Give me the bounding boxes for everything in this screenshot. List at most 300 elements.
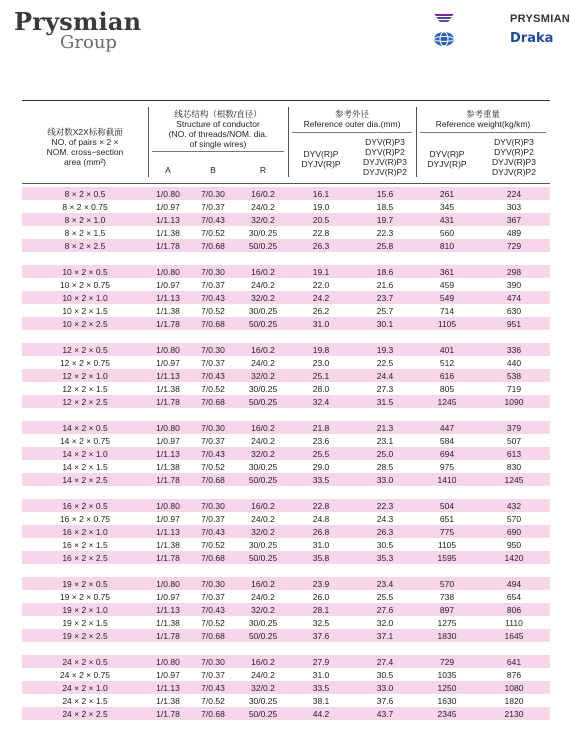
- cell-outer-dia-p3p2: 15.6: [376, 188, 394, 199]
- header-pairs-en-3: area (mm²): [63, 157, 107, 167]
- cell-outer-dia-p: 44.2: [312, 708, 330, 719]
- table-row: [22, 616, 550, 629]
- cell-structure-r: 16/0.2: [251, 422, 275, 433]
- cell-outer-dia-p3p2: 37.6: [376, 695, 394, 706]
- cell-pairs-size: 12 × 2 × 1.5: [62, 383, 108, 394]
- cell-outer-dia-p: 19.0: [312, 201, 330, 212]
- row-group: [22, 577, 550, 642]
- cell-outer-dia-p: 22.8: [312, 500, 330, 511]
- cell-structure-b: 7/0.68: [201, 240, 225, 251]
- cell-structure-a: 1/1.38: [156, 539, 180, 550]
- table-row: [22, 278, 550, 291]
- cell-structure-a: 1/1.13: [156, 682, 180, 693]
- cell-outer-dia-p: 37.6: [312, 630, 330, 641]
- header-pairs-en-1: NO. of pairs × 2 ×: [51, 137, 119, 147]
- cell-weight-p: 549: [439, 292, 455, 303]
- row-group: [22, 655, 550, 720]
- cell-outer-dia-p3p2: 25.0: [376, 448, 394, 459]
- cell-pairs-size: 16 × 2 × 1.0: [62, 526, 108, 537]
- cell-structure-r: 32/0.2: [251, 526, 275, 537]
- cell-outer-dia-p3p2: 22.5: [376, 357, 394, 368]
- cell-outer-dia-p: 26.0: [312, 591, 330, 602]
- cell-structure-b: 7/0.68: [201, 552, 225, 563]
- cell-structure-b: 7/0.52: [201, 461, 225, 472]
- cell-weight-p3p2: 641: [506, 656, 522, 667]
- cell-pairs-size: 24 × 2 × 1.5: [62, 695, 108, 706]
- cell-structure-b: 7/0.43: [201, 604, 225, 615]
- cell-structure-r: 24/0.2: [251, 201, 275, 212]
- cell-weight-p: 775: [439, 526, 455, 537]
- table-row: [22, 590, 550, 603]
- cell-weight-p: 401: [439, 344, 455, 355]
- cell-structure-r: 50/0.25: [248, 318, 278, 329]
- header-structure-zh: 线芯结构（根数/直径）: [174, 109, 262, 119]
- cell-weight-p3p2: 367: [506, 214, 522, 225]
- cell-weight-p3p2: 729: [506, 240, 522, 251]
- cell-structure-a: 1/0.80: [156, 188, 180, 199]
- cell-structure-b: 7/0.43: [201, 526, 225, 537]
- cell-weight-p3p2: 654: [506, 591, 522, 602]
- header-outer-left-2: DYJV(R)P: [301, 159, 341, 169]
- cell-structure-b: 7/0.52: [201, 539, 225, 550]
- cell-outer-dia-p: 32.4: [312, 396, 330, 407]
- cell-outer-dia-p: 25.5: [312, 448, 330, 459]
- cell-outer-dia-p3p2: 26.3: [376, 526, 394, 537]
- cell-outer-dia-p: 31.0: [312, 669, 330, 680]
- cell-structure-a: 1/1.38: [156, 227, 180, 238]
- cell-weight-p: 504: [439, 500, 455, 511]
- table-row: [22, 577, 550, 590]
- cell-structure-b: 7/0.37: [201, 669, 225, 680]
- cell-structure-b: 7/0.43: [201, 682, 225, 693]
- cell-structure-a: 1/0.80: [156, 422, 180, 433]
- cell-weight-p: 694: [439, 448, 455, 459]
- cell-structure-b: 7/0.43: [201, 292, 225, 303]
- logo-brand: Prysmian: [14, 7, 142, 36]
- cell-outer-dia-p3p2: 27.6: [376, 604, 394, 615]
- cell-structure-b: 7/0.30: [201, 188, 225, 199]
- prysmian-group-logo: [14, 7, 142, 53]
- cell-weight-p: 1275: [437, 617, 457, 628]
- cell-weight-p3p2: 494: [506, 578, 522, 589]
- table-row: [22, 629, 550, 642]
- cell-weight-p3p2: 570: [506, 513, 522, 524]
- header-structure-en-2: (NO. of threads/NOM. dia.: [168, 129, 268, 139]
- cell-pairs-size: 8 × 2 × 0.5: [64, 188, 106, 199]
- cell-structure-a: 1/1.38: [156, 617, 180, 628]
- header-sub-b: B: [210, 165, 216, 175]
- cell-structure-b: 7/0.43: [201, 214, 225, 225]
- cell-structure-a: 1/0.97: [156, 357, 180, 368]
- cell-outer-dia-p: 31.0: [312, 539, 330, 550]
- cell-structure-r: 24/0.2: [251, 279, 275, 290]
- cell-structure-a: 1/0.80: [156, 500, 180, 511]
- cell-structure-a: 1/1.38: [156, 461, 180, 472]
- cell-weight-p3p2: 1645: [504, 630, 524, 641]
- cell-pairs-size: 12 × 2 × 0.5: [62, 344, 108, 355]
- header-pairs-en-2: NOM. cross−section: [46, 147, 124, 157]
- cell-structure-b: 7/0.37: [201, 435, 225, 446]
- cell-structure-r: 16/0.2: [251, 500, 275, 511]
- table-row: [22, 265, 550, 278]
- table-row: [22, 447, 550, 460]
- cell-structure-a: 1/0.97: [156, 279, 180, 290]
- cell-structure-r: 30/0.25: [248, 227, 278, 238]
- cell-pairs-size: 12 × 2 × 1.0: [62, 370, 108, 381]
- cell-structure-b: 7/0.68: [201, 474, 225, 485]
- cell-pairs-size: 16 × 2 × 1.5: [62, 539, 108, 550]
- cell-outer-dia-p: 38.1: [312, 695, 330, 706]
- cell-weight-p: 651: [439, 513, 455, 524]
- cell-weight-p: 897: [439, 604, 455, 615]
- cell-outer-dia-p3p2: 21.3: [376, 422, 394, 433]
- cell-weight-p3p2: 951: [506, 318, 522, 329]
- cell-structure-r: 24/0.2: [251, 591, 275, 602]
- cell-structure-a: 1/0.97: [156, 513, 180, 524]
- cell-structure-r: 30/0.25: [248, 695, 278, 706]
- header-weight: [416, 109, 550, 129]
- cell-weight-p: 261: [439, 188, 455, 199]
- cell-structure-a: 1/1.13: [156, 214, 180, 225]
- spec-table: [22, 100, 550, 733]
- prysmian-mark-icon: [381, 14, 507, 23]
- cell-structure-r: 50/0.25: [248, 474, 278, 485]
- header-structure-en-3: of single wires): [189, 139, 247, 149]
- cell-structure-b: 7/0.68: [201, 708, 225, 719]
- cell-pairs-size: 14 × 2 × 0.5: [62, 422, 108, 433]
- cell-pairs-size: 19 × 2 × 1.5: [62, 617, 108, 628]
- header-sub-r: R: [259, 165, 267, 175]
- cell-structure-r: 32/0.2: [251, 370, 275, 381]
- draka-globe-icon: [381, 31, 507, 47]
- cell-structure-b: 7/0.52: [201, 227, 225, 238]
- table-row: [22, 395, 550, 408]
- cell-structure-r: 50/0.25: [248, 240, 278, 251]
- cell-weight-p: 805: [439, 383, 455, 394]
- cell-pairs-size: 24 × 2 × 1.0: [62, 682, 108, 693]
- cell-structure-b: 7/0.43: [201, 448, 225, 459]
- cell-pairs-size: 10 × 2 × 0.5: [62, 266, 108, 277]
- cell-structure-a: 1/0.80: [156, 578, 180, 589]
- header-outer-right-4: DYJV(R)P2: [363, 167, 407, 177]
- table-row: [22, 317, 550, 330]
- cell-weight-p3p2: 489: [506, 227, 522, 238]
- cell-outer-dia-p: 28.1: [312, 604, 330, 615]
- cell-structure-a: 1/1.13: [156, 448, 180, 459]
- cell-weight-p: 584: [439, 435, 455, 446]
- header-outer-right: [354, 137, 416, 177]
- cell-weight-p3p2: 538: [506, 370, 522, 381]
- cell-weight-p3p2: 379: [506, 422, 522, 433]
- cell-weight-p: 2345: [437, 708, 457, 719]
- cell-weight-p3p2: 507: [506, 435, 522, 446]
- cell-pairs-size: 19 × 2 × 0.75: [59, 591, 111, 602]
- cell-structure-b: 7/0.68: [201, 318, 225, 329]
- cell-pairs-size: 19 × 2 × 2.5: [62, 630, 108, 641]
- cell-structure-a: 1/1.78: [156, 318, 180, 329]
- cell-structure-a: 1/0.97: [156, 591, 180, 602]
- header-pairs-cross-section: [22, 127, 148, 167]
- cell-structure-a: 1/1.38: [156, 383, 180, 394]
- cell-structure-b: 7/0.30: [201, 266, 225, 277]
- cell-structure-r: 50/0.25: [248, 708, 278, 719]
- cell-structure-r: 16/0.2: [251, 578, 275, 589]
- cell-pairs-size: 16 × 2 × 2.5: [62, 552, 108, 563]
- header-weight-right-3: DYJV(R)P3: [492, 157, 536, 167]
- cell-structure-b: 7/0.30: [201, 422, 225, 433]
- cell-outer-dia-p: 20.5: [312, 214, 330, 225]
- header-weight-left-1: DYV(R)P: [429, 149, 465, 159]
- cell-outer-dia-p: 23.9: [312, 578, 330, 589]
- cell-structure-r: 50/0.25: [248, 630, 278, 641]
- cell-outer-dia-p: 26.2: [312, 305, 330, 316]
- cell-outer-dia-p: 26.8: [312, 526, 330, 537]
- cell-outer-dia-p: 24.2: [312, 292, 330, 303]
- header-outer-right-3: DYJV(R)P3: [363, 157, 407, 167]
- cell-structure-b: 7/0.37: [201, 279, 225, 290]
- cell-structure-a: 1/1.78: [156, 630, 180, 641]
- cell-weight-p: 1830: [437, 630, 457, 641]
- cell-structure-b: 7/0.37: [201, 591, 225, 602]
- cell-structure-a: 1/1.78: [156, 474, 180, 485]
- cell-pairs-size: 10 × 2 × 2.5: [62, 318, 108, 329]
- header-outer-left: [288, 149, 354, 169]
- table-row: [22, 655, 550, 668]
- cell-structure-a: 1/1.13: [156, 604, 180, 615]
- cell-outer-dia-p3p2: 18.6: [376, 266, 394, 277]
- cell-structure-b: 7/0.43: [201, 370, 225, 381]
- cell-outer-dia-p: 19.8: [312, 344, 330, 355]
- header-weight-right: [478, 137, 550, 177]
- cell-outer-dia-p3p2: 32.0: [376, 617, 394, 628]
- cell-weight-p3p2: 2130: [504, 708, 524, 719]
- table-row: [22, 356, 550, 369]
- cell-structure-r: 50/0.25: [248, 552, 278, 563]
- cell-structure-r: 32/0.2: [251, 604, 275, 615]
- cell-structure-a: 1/1.13: [156, 292, 180, 303]
- cell-weight-p3p2: 432: [506, 500, 522, 511]
- cell-outer-dia-p: 29.0: [312, 461, 330, 472]
- cell-structure-b: 7/0.52: [201, 305, 225, 316]
- cell-weight-p3p2: 719: [506, 383, 522, 394]
- cell-structure-a: 1/1.13: [156, 370, 180, 381]
- cell-outer-dia-p3p2: 27.4: [376, 656, 394, 667]
- cell-outer-dia-p3p2: 30.1: [376, 318, 394, 329]
- cell-outer-dia-p3p2: 22.3: [376, 500, 394, 511]
- table-row: [22, 707, 550, 720]
- table-header: [22, 100, 550, 184]
- table-row: [22, 473, 550, 486]
- cell-weight-p: 447: [439, 422, 455, 433]
- header-weight-zh: 参考重量: [465, 109, 500, 119]
- cell-weight-p: 459: [439, 279, 455, 290]
- cell-structure-b: 7/0.52: [201, 695, 225, 706]
- cell-outer-dia-p: 24.8: [312, 513, 330, 524]
- cell-weight-p3p2: 336: [506, 344, 522, 355]
- cell-structure-b: 7/0.30: [201, 500, 225, 511]
- cell-structure-a: 1/0.97: [156, 669, 180, 680]
- table-row: [22, 525, 550, 538]
- cell-structure-b: 7/0.30: [201, 578, 225, 589]
- cell-structure-a: 1/1.78: [156, 552, 180, 563]
- cell-weight-p: 345: [439, 201, 455, 212]
- cell-outer-dia-p3p2: 22.3: [376, 227, 394, 238]
- cell-outer-dia-p3p2: 19.7: [376, 214, 394, 225]
- cell-outer-dia-p3p2: 30.5: [376, 539, 394, 550]
- cell-outer-dia-p: 25.1: [312, 370, 330, 381]
- table-row: [22, 213, 550, 226]
- cell-outer-dia-p3p2: 33.0: [376, 682, 394, 693]
- cell-structure-a: 1/1.13: [156, 526, 180, 537]
- cell-weight-p3p2: 1110: [505, 617, 523, 628]
- cell-weight-p: 560: [439, 227, 455, 238]
- cell-outer-dia-p3p2: 33.0: [376, 474, 394, 485]
- cell-weight-p3p2: 440: [506, 357, 522, 368]
- cell-weight-p3p2: 474: [506, 292, 522, 303]
- cell-outer-dia-p: 31.0: [312, 318, 330, 329]
- cell-structure-r: 50/0.25: [248, 396, 278, 407]
- table-row: [22, 512, 550, 525]
- cell-structure-r: 30/0.25: [248, 539, 278, 550]
- header-weight-left-2: DYJV(R)P: [427, 159, 467, 169]
- cell-outer-dia-p: 27.9: [312, 656, 330, 667]
- cell-pairs-size: 16 × 2 × 0.5: [62, 500, 108, 511]
- logo-sub: Group: [60, 32, 117, 53]
- cell-weight-p3p2: 1090: [504, 396, 524, 407]
- cell-pairs-size: 24 × 2 × 2.5: [62, 708, 108, 719]
- table-row: [22, 421, 550, 434]
- cell-outer-dia-p3p2: 43.7: [376, 708, 394, 719]
- cell-weight-p3p2: 950: [506, 539, 522, 550]
- cell-outer-dia-p: 19.1: [312, 266, 330, 277]
- header-structure: [148, 109, 288, 149]
- cell-weight-p3p2: 630: [506, 305, 522, 316]
- header-weight-en: Reference weight(kg/km): [435, 119, 531, 129]
- table-row: [22, 291, 550, 304]
- cell-pairs-size: 19 × 2 × 1.0: [62, 604, 108, 615]
- cell-weight-p: 975: [439, 461, 455, 472]
- cell-structure-r: 24/0.2: [251, 669, 275, 680]
- cell-structure-b: 7/0.30: [201, 656, 225, 667]
- row-group: [22, 265, 550, 330]
- cell-outer-dia-p: 33.5: [312, 682, 330, 693]
- cell-structure-a: 1/1.38: [156, 695, 180, 706]
- cell-outer-dia-p3p2: 25.7: [376, 305, 394, 316]
- cell-structure-b: 7/0.37: [201, 513, 225, 524]
- cell-weight-p3p2: 1420: [504, 552, 524, 563]
- cell-weight-p3p2: 1820: [504, 695, 524, 706]
- cell-pairs-size: 14 × 2 × 1.0: [62, 448, 108, 459]
- cell-outer-dia-p3p2: 23.1: [376, 435, 394, 446]
- cell-structure-a: 1/1.78: [156, 240, 180, 251]
- table-body: [22, 187, 550, 720]
- cell-structure-a: 1/0.97: [156, 435, 180, 446]
- header-outer-left-1: DYV(R)P: [303, 149, 339, 159]
- cell-structure-r: 32/0.2: [251, 682, 275, 693]
- cell-structure-r: 24/0.2: [251, 435, 275, 446]
- cell-pairs-size: 14 × 2 × 1.5: [62, 461, 108, 472]
- cell-structure-r: 24/0.2: [251, 513, 275, 524]
- cell-weight-p3p2: 690: [506, 526, 522, 537]
- header-structure-en-1: Structure of conductor: [176, 119, 260, 129]
- cell-outer-dia-p3p2: 24.4: [376, 370, 394, 381]
- cell-structure-a: 1/0.97: [156, 201, 180, 212]
- cell-weight-p: 361: [439, 266, 455, 277]
- cell-pairs-size: 8 × 2 × 2.5: [64, 240, 106, 251]
- cell-weight-p: 570: [439, 578, 455, 589]
- cell-structure-b: 7/0.52: [201, 383, 225, 394]
- cell-pairs-size: 8 × 2 × 0.75: [62, 201, 108, 212]
- cell-structure-r: 32/0.2: [251, 214, 275, 225]
- row-group: [22, 421, 550, 486]
- cell-outer-dia-p3p2: 21.6: [376, 279, 394, 290]
- table-row: [22, 239, 550, 252]
- table-row: [22, 694, 550, 707]
- cell-structure-r: 16/0.2: [251, 266, 275, 277]
- cell-outer-dia-p3p2: 35.3: [376, 552, 394, 563]
- cell-outer-dia-p3p2: 37.1: [376, 630, 394, 641]
- cell-outer-dia-p3p2: 23.7: [376, 292, 394, 303]
- draka-wordmark: Draka: [510, 31, 554, 46]
- cell-structure-r: 16/0.2: [251, 344, 275, 355]
- table-row: [22, 226, 550, 239]
- cell-weight-p3p2: 876: [506, 669, 522, 680]
- header-outer-zh: 参考外径: [334, 109, 369, 119]
- cell-structure-r: 16/0.2: [251, 188, 275, 199]
- cell-outer-dia-p3p2: 28.5: [376, 461, 394, 472]
- table-row: [22, 434, 550, 447]
- cell-weight-p: 1105: [437, 539, 457, 550]
- cell-structure-r: 30/0.25: [248, 383, 278, 394]
- cell-weight-p3p2: 303: [506, 201, 522, 212]
- table-row: [22, 668, 550, 681]
- cell-weight-p: 714: [439, 305, 455, 316]
- cell-outer-dia-p3p2: 30.5: [376, 669, 394, 680]
- cell-pairs-size: 24 × 2 × 0.5: [62, 656, 108, 667]
- table-row: [22, 382, 550, 395]
- cell-weight-p: 729: [439, 656, 455, 667]
- cell-weight-p: 1035: [437, 669, 457, 680]
- cell-outer-dia-p: 35.8: [312, 552, 330, 563]
- cell-outer-dia-p3p2: 25.8: [376, 240, 394, 251]
- header-weight-right-1: DYV(R)P3: [494, 137, 534, 147]
- cell-structure-b: 7/0.37: [201, 201, 225, 212]
- header-weight-right-4: DYJV(R)P2: [492, 167, 536, 177]
- cell-outer-dia-p: 33.5: [312, 474, 330, 485]
- cell-pairs-size: 24 × 2 × 0.75: [59, 669, 111, 680]
- cell-outer-dia-p3p2: 24.3: [376, 513, 394, 524]
- cell-structure-a: 1/0.80: [156, 266, 180, 277]
- table-row: [22, 538, 550, 551]
- cell-weight-p: 810: [439, 240, 455, 251]
- prysmian-wordmark: PRYSMIAN: [510, 12, 570, 25]
- cell-weight-p3p2: 1080: [504, 682, 524, 693]
- cell-outer-dia-p3p2: 18.5: [376, 201, 394, 212]
- cell-weight-p: 1245: [437, 396, 457, 407]
- cell-weight-p: 512: [439, 357, 455, 368]
- table-row: [22, 304, 550, 317]
- cell-structure-a: 1/1.78: [156, 708, 180, 719]
- cell-pairs-size: 16 × 2 × 0.75: [59, 513, 111, 524]
- cell-structure-r: 30/0.25: [248, 305, 278, 316]
- cell-weight-p3p2: 224: [506, 188, 522, 199]
- cell-pairs-size: 12 × 2 × 0.75: [59, 357, 111, 368]
- cell-structure-a: 1/1.38: [156, 305, 180, 316]
- cell-structure-b: 7/0.52: [201, 617, 225, 628]
- cell-outer-dia-p: 32.5: [312, 617, 330, 628]
- header-weight-left: [416, 149, 478, 169]
- cell-outer-dia-p: 23.0: [312, 357, 330, 368]
